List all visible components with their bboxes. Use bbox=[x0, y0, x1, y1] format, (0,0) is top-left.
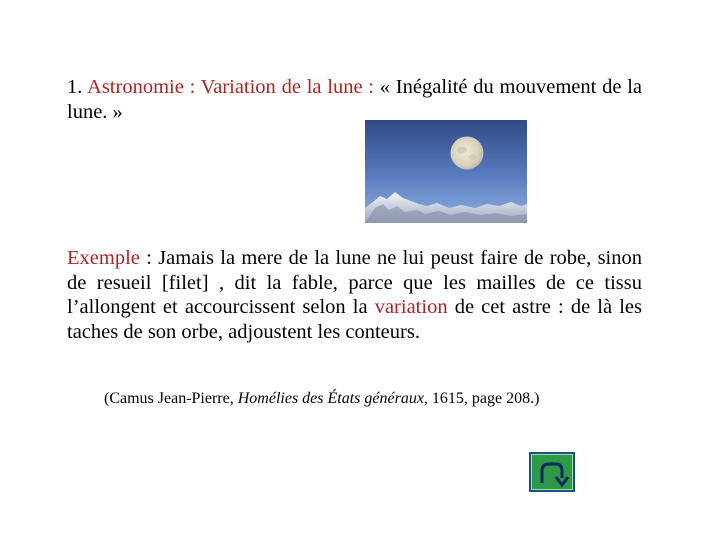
citation bbox=[104, 389, 539, 409]
citation-details: , 1615, page 208.) bbox=[423, 390, 540, 407]
heading-quote: « Inégalité du mouvement de la lune. » bbox=[67, 76, 642, 123]
heading-topic: Astronomie : Variation de la lune : bbox=[87, 76, 375, 98]
example-text-part-2: de cet astre : de là les taches de son orbe, adjoustent les conteurs. bbox=[67, 296, 642, 343]
return-arrow-icon bbox=[528, 451, 576, 493]
heading-paragraph bbox=[67, 75, 642, 124]
heading-number: 1. bbox=[67, 76, 83, 98]
example-paragraph bbox=[67, 246, 642, 344]
moon-photo-graphic bbox=[365, 120, 527, 223]
return-button[interactable] bbox=[528, 451, 576, 493]
example-text-part-1: : Jamais la mere de la lune ne lui peust faire de robe, sinon de resueil [filet] , dit la fable, parce que les mailles de ce tissu l’allongent et accourcissent selon la bbox=[67, 247, 642, 318]
moon-shape bbox=[451, 137, 484, 170]
citation-author: (Camus Jean-Pierre, bbox=[104, 390, 238, 407]
example-keyword: variation bbox=[374, 296, 448, 318]
example-label: Exemple bbox=[67, 247, 140, 269]
moon-photo bbox=[365, 120, 527, 223]
citation-title: Homélies des États généraux bbox=[237, 390, 424, 407]
